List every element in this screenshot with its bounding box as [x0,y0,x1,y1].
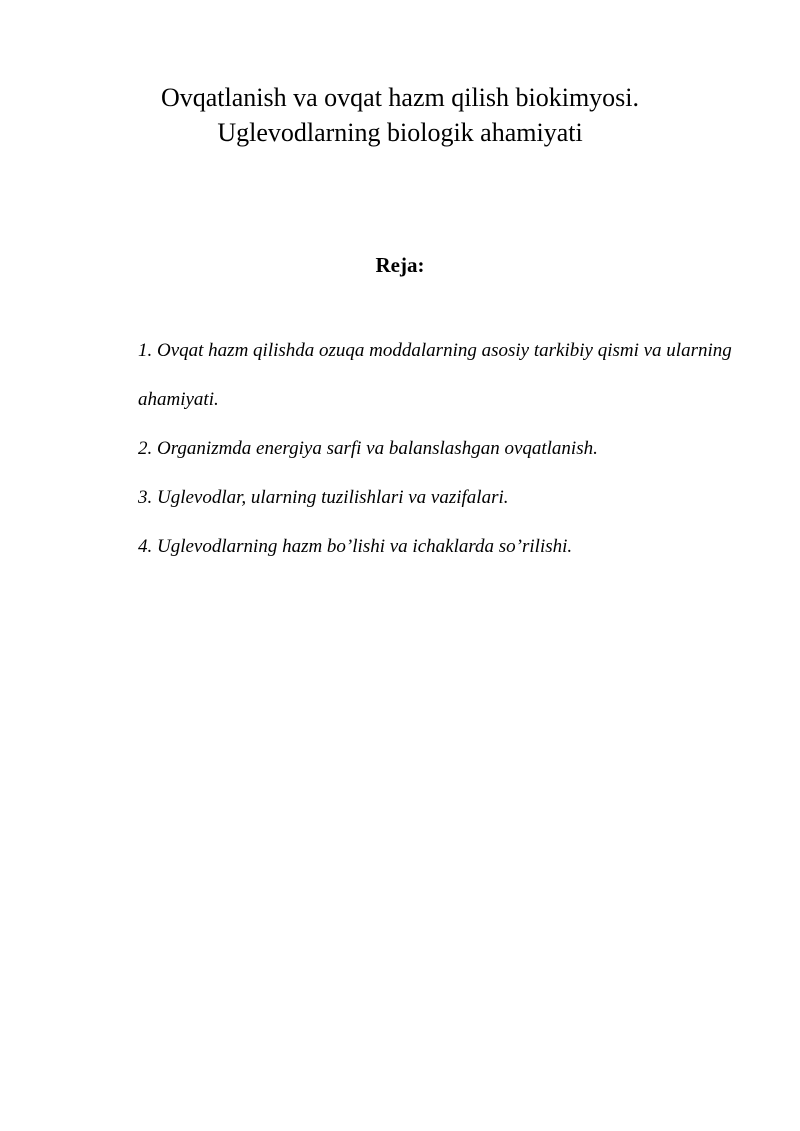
section-heading-reja: Reja: [375,253,425,277]
list-item: 1. Ovqat hazm qilishda ozuqa moddalarning asosiy tarkibiy qismi va ularning ahamiyati. [138,340,732,410]
list-item: 4. Uglevodlarning hazm bo’lishi va ichaklarda so’rilishi. [138,536,573,557]
list-item: 2. Organizmda energiya sarfi va balanslashgan ovqatlanish. [138,438,598,459]
page-title [0,0,800,150]
page-title-line-1: Ovqatlanish va ovqat hazm qilish biokimyosi. [160,83,640,112]
page-title-line-2: Uglevodlarning biologik ahamiyati [217,118,583,147]
list-item: 3. Uglevodlar, ularning tuzilishlari va vazifalari. [138,487,509,508]
outline-list [138,326,734,571]
